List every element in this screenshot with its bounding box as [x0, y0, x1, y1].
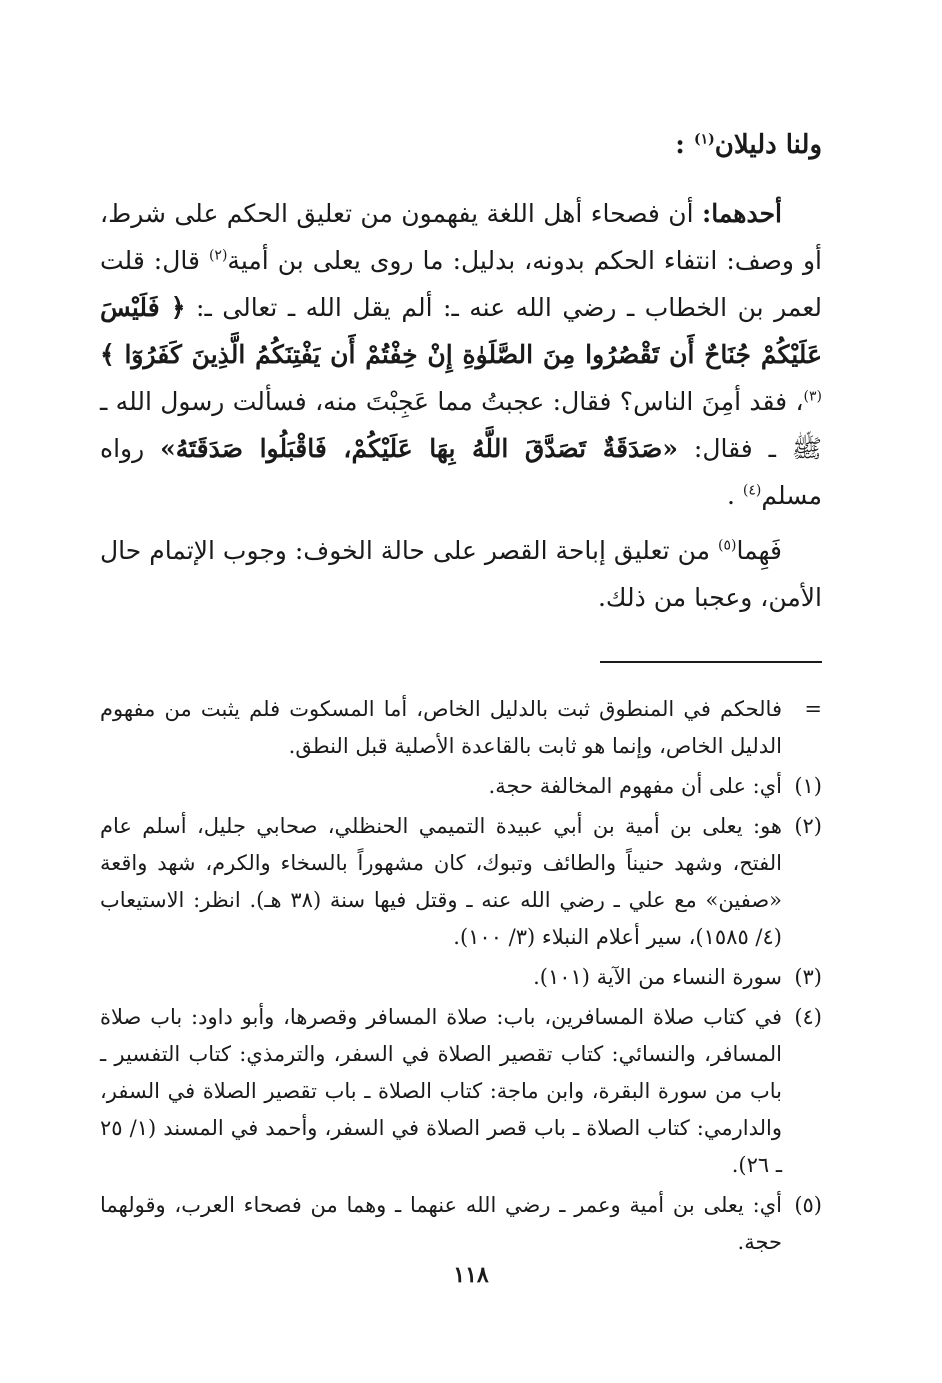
footnote-ref-4[interactable]: (٤) — [742, 482, 762, 499]
para1-text-5: . — [727, 481, 735, 510]
para1-text-1: أن فصحاء أهل اللغة يفهمون من تعليق الحكم على شرط، أو وصف: انتفاء الحكم بدونه، بدليل: ما روى يعلى بن أمية — [100, 199, 822, 275]
conclusion-paragraph — [100, 527, 822, 621]
footnote-text: هو: يعلى بن أمية بن أبي عبيدة التميمي الحنظلي، صحابي جليل، أسلم عام الفتح، وشهد حنيناً والطائف وتبوك، كان مشهوراً بالسخاء والكرم، شهد واقعة «صفين» مع علي ـ رضي الله عنه ـ وقتل فيها سنة (٣٨ هـ). انظر: الاستيعاب (٤/ ١٥٨٥)، سير أعلام النبلاء (٣/ ١٠٠). — [100, 814, 783, 949]
footnote-continuation — [100, 691, 822, 765]
footnote-text: في كتاب صلاة المسافرين، باب: صلاة المسافر وقصرها، وأبو داود: باب صلاة المسافر، والنسائي: كتاب تقصير الصلاة في السفر، والترمذي: كتاب التفسير ـ باب من سورة البقرة، وابن ماجة: كتاب الصلاة ـ باب تقصير الصلاة في السفر، والدارمي: كتاب الصلاة ـ باب قصر الصلاة في السفر، وأحمد في المسند (١/ ٢٥ ـ ٢٦). — [100, 1005, 783, 1177]
footnote-mark: (٢) — [794, 814, 822, 838]
section-heading — [100, 120, 822, 170]
para2-text-2: من تعليق إباحة القصر على حالة الخوف: وجوب الإتمام حال الأمن، وعجبا من ذلك. — [100, 536, 822, 612]
first-proof-paragraph — [100, 190, 822, 519]
footnote-2 — [100, 808, 822, 956]
footnote-ref-5[interactable]: (٥) — [717, 537, 737, 554]
footnote-ref-2[interactable]: (٢) — [208, 247, 228, 264]
footnote-mark: (٣) — [794, 965, 822, 989]
footnote-divider — [600, 661, 822, 663]
footnote-5 — [100, 1187, 822, 1261]
footnote-text: فالحكم في المنطوق ثبت بالدليل الخاص، أما المسكوت فلم يثبت من مفهوم الدليل الخاص، وإنما هو ثابت بالقاعدة الأصلية قبل النطق. — [100, 697, 782, 758]
para1-text-4: رواه مسلم — [100, 434, 822, 510]
footnote-ref-1[interactable]: (١) — [693, 131, 715, 148]
heading-text: ولنا دليلان — [714, 130, 822, 160]
footnote-1 — [100, 768, 822, 805]
hadith-quote: «صَدَقَةٌ تَصَدَّقَ اللَّهُ بِهَا عَلَيْكُمْ، فَاقْبَلُوا صَدَقَتَهُ» — [160, 434, 679, 463]
page-body — [100, 120, 822, 1264]
page-number: ١١٨ — [453, 1262, 489, 1288]
para1-text-3: ، فقد أمِنَ الناس؟ فقال: عجبتُ مما عَجِبْتَ منه، فسألت رسول الله ـ ﷺ ـ فقال: — [100, 387, 822, 463]
footnote-ref-3[interactable]: (٣) — [803, 388, 822, 405]
footnote-3 — [100, 959, 822, 996]
footnote-text: سورة النساء من الآية (١٠١). — [533, 965, 782, 989]
footnote-text: أي: على أن مفهوم المخالفة حجة. — [488, 774, 782, 798]
footnotes-section — [100, 691, 822, 1261]
footnote-mark: (٤) — [794, 1005, 822, 1029]
footnote-mark: (٥) — [794, 1193, 822, 1217]
para1-text-2: قال: قلت لعمر بن الخطاب ـ رضي الله عنه ـ: ألم يقل الله ـ تعالى ـ: — [100, 246, 822, 322]
footnote-mark: = — [804, 697, 822, 721]
footnote-mark: (١) — [794, 774, 822, 798]
footnote-text: أي: يعلى بن أمية وعمر ـ رضي الله عنهما ـ وهما من فصحاء العرب، وقولهما حجة. — [100, 1193, 782, 1254]
para2-text-1: فَهِما — [736, 536, 782, 565]
quran-verse: ﴿ فَلَيْسَ عَلَيْكُمْ جُنَاحٌ أَن تَقْصُرُوا مِنَ الصَّلَوٰةِ إِنْ خِفْتُمْ أَن يَفْتِنَكُمُ الَّذِينَ كَفَرُوٓا ﴾ — [100, 293, 822, 369]
footnote-4 — [100, 999, 822, 1184]
heading-colon: : — [675, 130, 685, 160]
first-proof-lead: أحدهما: — [702, 199, 783, 228]
